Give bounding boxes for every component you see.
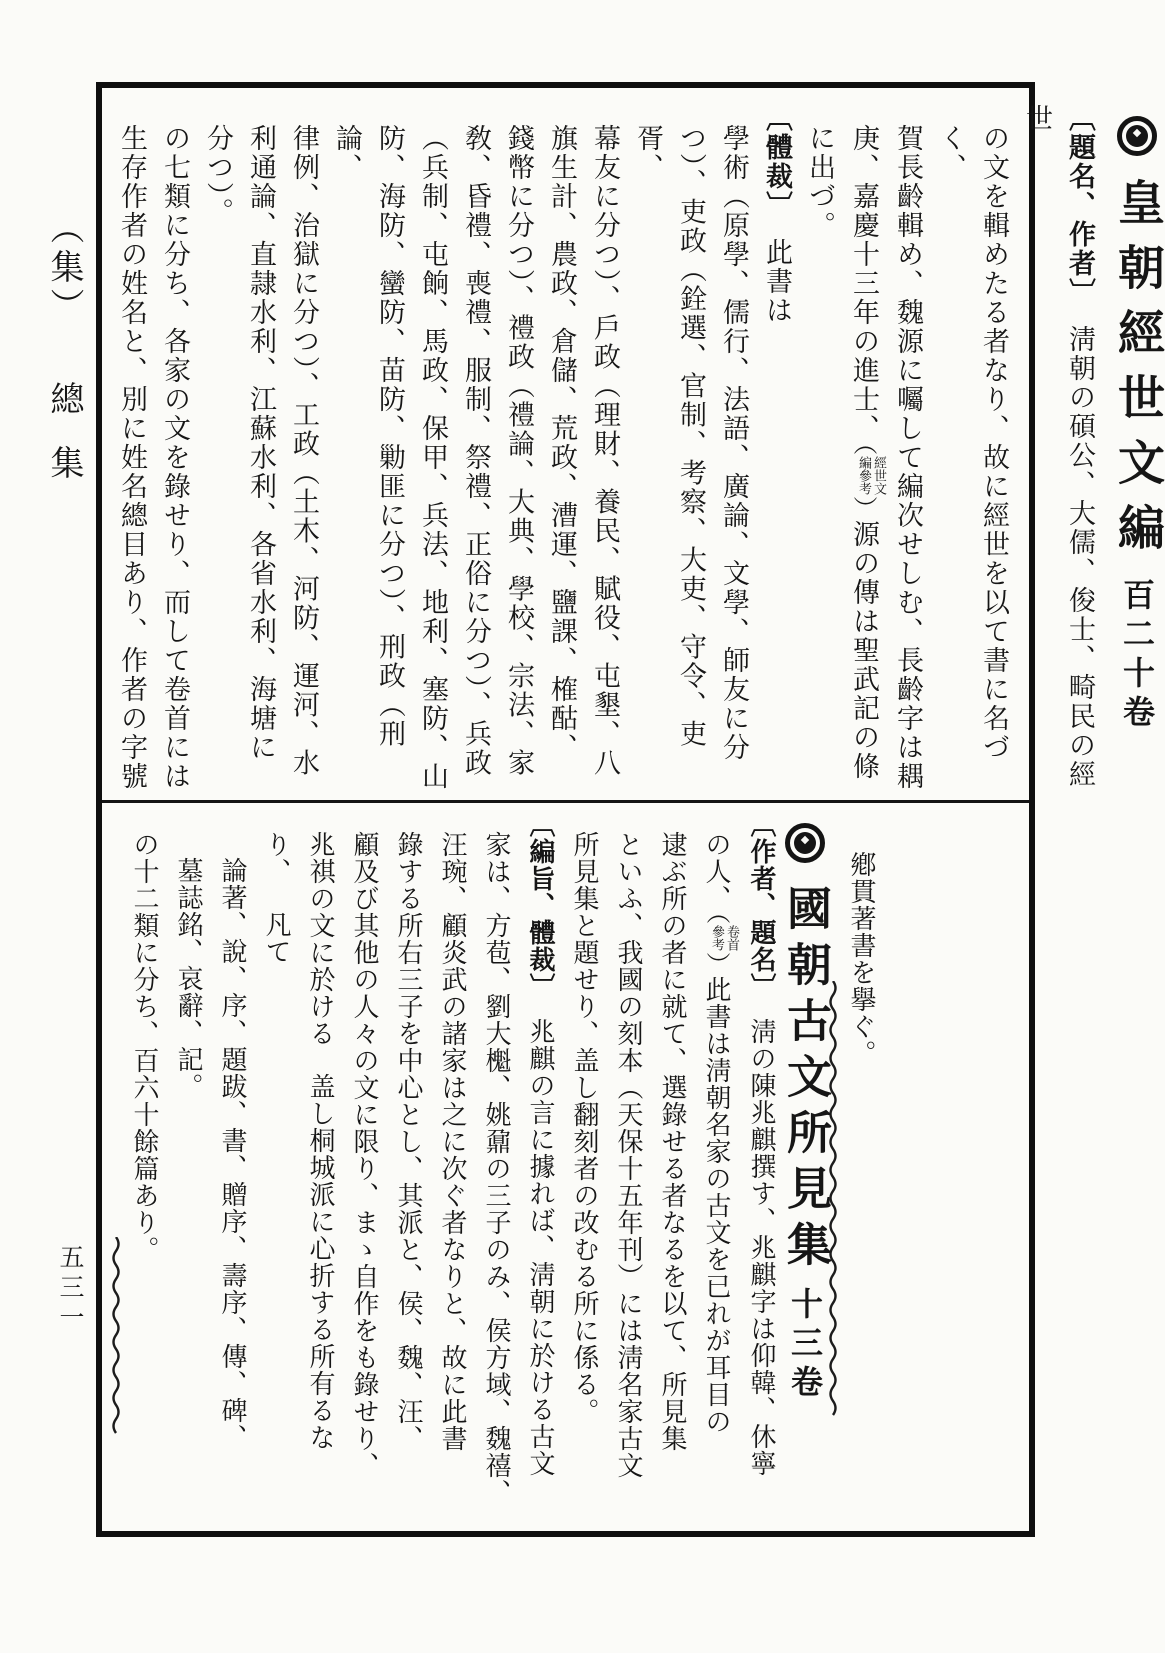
column-text: 利通論、直隷水利、江蘇水利、各省水利、海塘に bbox=[245, 124, 276, 762]
warichu-line: 編參考 bbox=[856, 456, 871, 495]
warichu-lines bbox=[856, 456, 886, 495]
page-number: 五三一 bbox=[56, 1244, 85, 1334]
margin-label bbox=[40, 210, 89, 509]
text-column bbox=[254, 809, 298, 1527]
column-text: に出づ。 bbox=[804, 124, 835, 240]
text-column bbox=[606, 809, 650, 1527]
entry-volume-count: 百二十卷 bbox=[1118, 578, 1156, 734]
open-paren: （ bbox=[702, 912, 730, 924]
column-text: 汪琬、顧炎武の諸家は之に次ぐ者なりと、故に此書 bbox=[437, 831, 467, 1452]
text-column bbox=[886, 102, 929, 796]
wavy-line-icon bbox=[110, 1237, 122, 1437]
warichu-line: 卷首 bbox=[724, 925, 739, 951]
text-column bbox=[122, 809, 166, 1527]
column-text: 錄する所右三子を中心とし、其派と、侯、魏、汪、 bbox=[393, 831, 423, 1452]
column-text: 淸の陳兆麒撰す、兆麒字は仰韓、休寧 bbox=[746, 1018, 776, 1477]
text-column bbox=[411, 102, 454, 796]
text-column bbox=[166, 809, 210, 1527]
column-text: 防、海防、蠻防、苗防、勦匪に分つ）、刑政（刑論、 bbox=[331, 124, 405, 749]
column-text: 庚、嘉慶十三年の進士、 bbox=[848, 124, 879, 443]
entry-title-column bbox=[1101, 102, 1165, 796]
field-label: 〔編旨、體裁〕 bbox=[525, 811, 555, 1000]
warichu-line: 參考 bbox=[709, 925, 724, 951]
column-text: 錢幣に分つ）、禮政（禮論、大典、學校、宗法、家 bbox=[503, 124, 534, 778]
column-text: 敎、昏禮、喪禮、服制、祭禮、正俗に分つ）、兵政 bbox=[460, 124, 491, 778]
entry-volume-count: 十三卷 bbox=[786, 1287, 824, 1404]
entry-kocho-keisei-bunpen bbox=[102, 88, 1165, 800]
text-column bbox=[196, 102, 239, 796]
column-text: 盖し桐城派に心折する所有るな bbox=[305, 1073, 335, 1451]
field-label: 〔作者、題名〕 bbox=[746, 811, 776, 1000]
text-gap bbox=[319, 1047, 321, 1073]
column-text: 論著、說、序、題跋、書、贈序、壽序、傳、碑、 bbox=[217, 857, 247, 1451]
text-column bbox=[1015, 102, 1101, 796]
entry-title: 皇朝經世文編 bbox=[1110, 178, 1165, 568]
column-text: （兵制、屯餉、馬政、保甲、兵法、地利、塞防、山 bbox=[417, 124, 448, 791]
text-column bbox=[298, 809, 342, 1527]
close-paren: ） bbox=[702, 952, 730, 976]
column-text: の十二類に分ち、百六十餘篇あり。 bbox=[129, 831, 159, 1263]
warichu-note bbox=[701, 912, 739, 976]
text-column bbox=[474, 809, 518, 1527]
text-column bbox=[755, 102, 798, 796]
column-text: といふ、我國の刻本（天保十五年刊）には淸名家古文 bbox=[613, 831, 643, 1479]
entry-marker-icon bbox=[1117, 116, 1157, 156]
column-text: 兆麒の言に據れば、淸朝に於ける古文 bbox=[525, 1018, 555, 1477]
text-column bbox=[540, 102, 583, 796]
column-text: 賀長齡輯め、魏源に囑して編次せしむ、長齡字は耦 bbox=[892, 124, 923, 791]
column-text: 分つ）。 bbox=[202, 124, 233, 227]
warichu-note bbox=[848, 443, 886, 520]
column-text: つ）、吏政（銓選、官制、考察、大吏、守令、吏胥、 bbox=[632, 124, 706, 749]
column-text: 兆祺の文に於ける bbox=[305, 831, 335, 1047]
text-column bbox=[153, 102, 196, 796]
text-column bbox=[454, 102, 497, 796]
open-paren: （ bbox=[849, 443, 877, 455]
text-column bbox=[210, 809, 254, 1527]
close-paren: ） bbox=[849, 496, 877, 520]
text-column bbox=[841, 102, 886, 796]
text-column bbox=[518, 809, 562, 1527]
column-text: の人、 bbox=[701, 831, 731, 912]
text-column bbox=[325, 102, 411, 796]
text-column bbox=[110, 102, 153, 796]
text-column bbox=[712, 102, 755, 796]
field-label: 〔題名、作者〕 bbox=[1064, 104, 1095, 307]
content-frame bbox=[96, 82, 1165, 1537]
column-text: 律例、治獄に分つ）、工政（土木、河防、運河、水 bbox=[288, 124, 319, 778]
column-text: 源の傳は聖武記の條 bbox=[848, 520, 879, 781]
entry-kokucho-kobun-shokenshu bbox=[102, 803, 887, 1531]
column-text: 所見集と題せり、盖し翻刻者の改むる所に係る。 bbox=[569, 831, 599, 1425]
column-text: 顧及び其他の人々の文に限り、まゝ自作をも錄せり、 bbox=[349, 831, 379, 1479]
column-text: 學術（原學、儒行、法語、廣論、文學、師友に分 bbox=[718, 124, 749, 762]
text-column bbox=[626, 102, 712, 796]
text-column bbox=[342, 809, 386, 1527]
text-column bbox=[583, 102, 626, 796]
text-column bbox=[562, 809, 606, 1527]
text-column bbox=[798, 102, 841, 796]
entry-title: 國朝古文所見集 bbox=[779, 885, 832, 1277]
wavy-end-line bbox=[110, 809, 122, 1527]
text-column bbox=[739, 809, 783, 1527]
text-column bbox=[497, 102, 540, 796]
column-text: 此書は bbox=[761, 238, 792, 325]
field-label: 〔體裁〕 bbox=[761, 104, 792, 220]
column-text: り、 bbox=[261, 831, 291, 885]
warichu-lines bbox=[709, 925, 739, 951]
column-text: の七類に分ち、各家の文を錄せり、而して卷首には bbox=[159, 124, 190, 791]
column-text: 生存作者の姓名と、別に姓名總目あり、作者の字號 bbox=[116, 124, 147, 791]
column-text: 淸朝の碩公、大儒、俊士、畸民の經世 bbox=[1021, 104, 1095, 789]
category-label: 總集 bbox=[44, 381, 84, 509]
entry-title-column bbox=[779, 809, 832, 1527]
column-text: 此書は淸朝名家の古文を已れが耳目の bbox=[701, 976, 731, 1435]
text-column bbox=[430, 809, 474, 1527]
text-column bbox=[282, 102, 325, 796]
text-column bbox=[386, 809, 430, 1527]
column-text: 凡て bbox=[261, 911, 291, 965]
column-text: の文を輯めたる者なり、故に經世を以て書に名づく、 bbox=[935, 124, 1009, 762]
column-text: 墓誌銘、哀辭、記。 bbox=[173, 857, 203, 1100]
column-text: 逮ぶ所の者に就て、選錄せる者なるを以て、所見集 bbox=[657, 831, 687, 1452]
genre-label: （集） bbox=[44, 210, 84, 327]
entry-marker-icon bbox=[785, 823, 825, 863]
text-gap bbox=[275, 885, 277, 911]
text-column bbox=[839, 809, 883, 1527]
text-column bbox=[650, 809, 694, 1527]
column-text: 旗生計、農政、倉儲、荒政、漕運、鹽課、榷酤、 bbox=[546, 124, 577, 762]
text-column bbox=[929, 102, 1015, 796]
text-column bbox=[239, 102, 282, 796]
column-text: 家は、方苞、劉大櫆、姚鼐の三子のみ、侯方域、魏禧、 bbox=[481, 831, 511, 1506]
column-text: 鄕貫著書を擧ぐ。 bbox=[846, 851, 876, 1067]
warichu-line: 經世文 bbox=[871, 456, 886, 495]
column-text: 幕友に分つ）、戶政（理財、養民、賦役、屯墾、八 bbox=[589, 124, 620, 778]
text-column bbox=[694, 809, 739, 1527]
